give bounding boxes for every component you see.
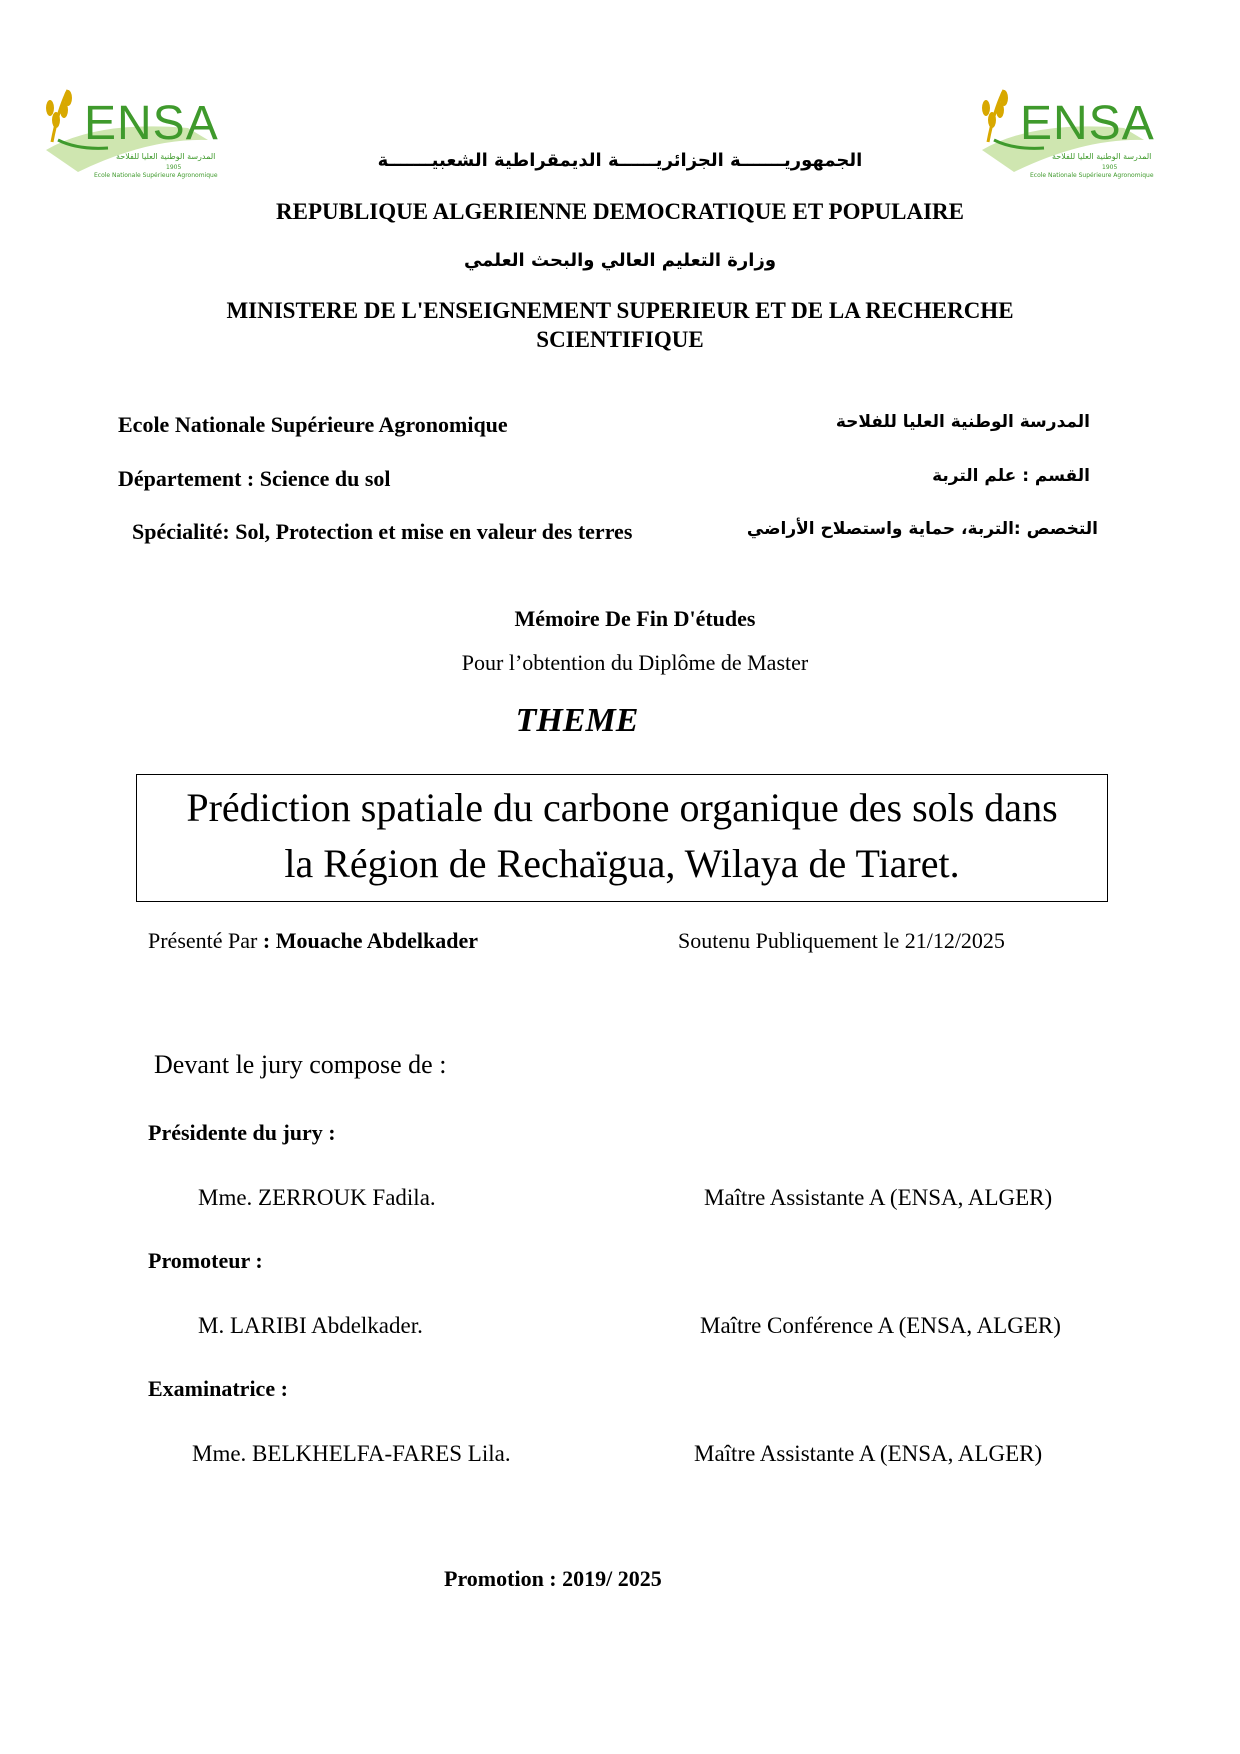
ensa-logo-left [38, 80, 238, 190]
theme-line2: la Région de Rechaïgua, Wilaya de Tiaret. [284, 841, 960, 886]
jury-role-examiner: Examinatrice : [148, 1376, 288, 1401]
department-ar: القسم : علم التربة [932, 466, 1090, 486]
jury-title-examiner: Maître Assistante A (ENSA, ALGER) [694, 1441, 1043, 1466]
jury-title-promoter: Maître Conférence A (ENSA, ALGER) [700, 1313, 1061, 1338]
promotion: Promotion : 2019/ 2025 [444, 1566, 662, 1591]
logo-text: ENSA [84, 97, 219, 150]
logo-year: 1905 [166, 164, 182, 171]
presented-by [148, 928, 478, 954]
jury-role-president: Présidente du jury : [148, 1120, 336, 1145]
ministry-fr-line2: SCIENTIFIQUE [536, 327, 704, 352]
school-fr: Ecole Nationale Supérieure Agronomique [118, 412, 508, 437]
logo-text: ENSA [1020, 97, 1155, 150]
jury-role-promoter: Promoteur : [148, 1248, 263, 1273]
theme-label: THEME [515, 702, 639, 739]
memoire-title: Mémoire De Fin D'études [514, 606, 756, 631]
jury-name-promoter: M. LARIBI Abdelkader. [198, 1313, 423, 1338]
presented-label: Présenté Par [148, 928, 258, 953]
republic-fr: REPUBLIQUE ALGERIENNE DEMOCRATIQUE ET POPULAIRE [276, 199, 964, 224]
republic-ar: الجمهوريـــــــة الجزائريــــــة الديمقراطية الشعبيـــــــة [377, 150, 863, 171]
ensa-logo-right [974, 80, 1174, 190]
memoire-subtitle: Pour l’obtention du Diplôme de Master [461, 650, 809, 675]
logo-sub-ar: المدرسة الوطنية العليا للفلاحة [1052, 152, 1152, 161]
theme-box [136, 774, 1108, 902]
jury-name-examiner: Mme. BELKHELFA-FARES Lila. [192, 1441, 511, 1466]
school-ar: المدرسة الوطنية العليا للفلاحة [835, 412, 1090, 432]
defense-date: Soutenu Publiquement le 21/12/2025 [678, 928, 1005, 953]
theme-line1: Prédiction spatiale du carbone organique des sols dans [186, 785, 1058, 830]
logo-sub-ar: المدرسة الوطنية العليا للفلاحة [116, 152, 216, 161]
ministry-fr-line1: MINISTERE DE L'ENSEIGNEMENT SUPERIEUR ET DE LA RECHERCHE [226, 298, 1014, 323]
logo-sub-fr: Ecole Nationale Supérieure Agronomique [94, 172, 218, 179]
author-name: Mouache Abdelkader [275, 928, 478, 953]
jury-intro: Devant le jury compose de : [154, 1050, 447, 1079]
logo-year: 1905 [1102, 164, 1118, 171]
presented-sep: : [257, 928, 276, 953]
specialty-fr: Spécialité: Sol, Protection et mise en valeur des terres [132, 519, 633, 544]
department-fr: Département : Science du sol [118, 466, 391, 491]
ministry-ar: وزارة التعليم العالي والبحث العلمي [463, 250, 777, 271]
logo-sub-fr: Ecole Nationale Supérieure Agronomique [1030, 172, 1154, 179]
specialty-ar: التخصص :التربة، حماية واستصلاح الأراضي [746, 519, 1098, 539]
jury-title-president: Maître Assistante A (ENSA, ALGER) [704, 1185, 1053, 1210]
jury-name-president: Mme. ZERROUK Fadila. [198, 1185, 436, 1210]
